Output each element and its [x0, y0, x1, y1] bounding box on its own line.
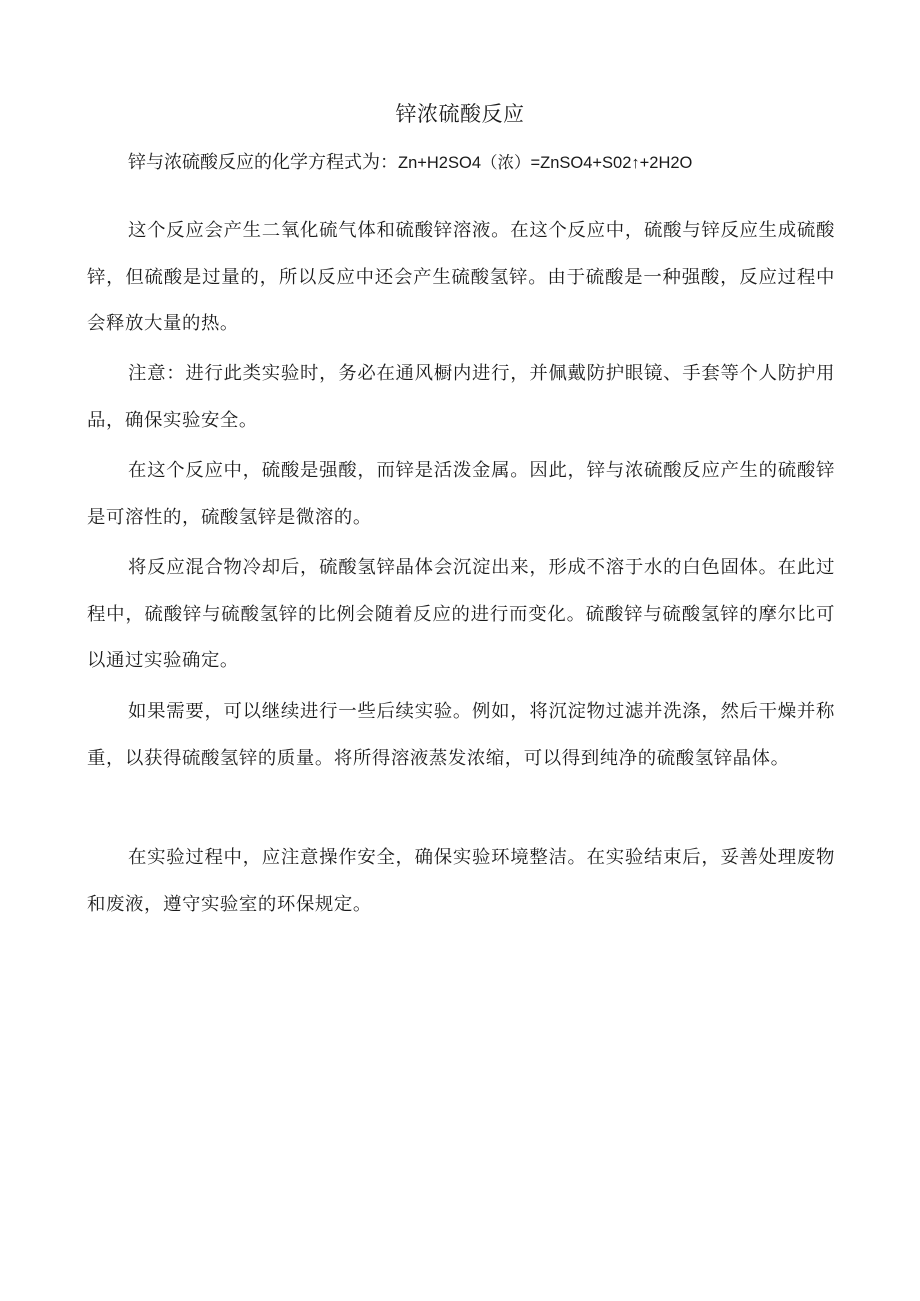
paragraph-follow-up-experiments: 如果需要，可以继续进行一些后续实验。例如，将沉淀物过滤并洗涤，然后干燥并称重，以获得硫酸氢锌的质量。将所得溶液蒸发浓缩，可以得到纯净的硫酸氢锌晶体。	[87, 701, 835, 769]
equation-line	[128, 148, 888, 178]
paragraph-solubility: 在这个反应中，硫酸是强酸，而锌是活泼金属。因此，锌与浓硫酸反应产生的硫酸锌是可溶性的，硫酸氢锌是微溶的。	[87, 460, 835, 528]
document-title: 锌浓硫酸反应	[395, 102, 525, 126]
paragraph-lab-conduct: 在实验过程中，应注意操作安全，确保实验环境整洁。在实验结束后，妥善处理废物和废液，遵守实验室的环保规定。	[87, 847, 835, 915]
paragraph-reaction-products: 这个反应会产生二氧化硫气体和硫酸锌溶液。在这个反应中，硫酸与锌反应生成硫酸锌，但硫酸是过量的，所以反应中还会产生硫酸氢锌。由于硫酸是一种强酸，反应过程中会释放大量的热。	[87, 220, 835, 335]
equation-prefix: 锌与浓硫酸反应的化学方程式为：	[128, 152, 398, 173]
paragraph-crystallization: 将反应混合物冷却后，硫酸氢锌晶体会沉淀出来，形成不溶于水的白色固体。在此过程中，硫酸锌与硫酸氢锌的比例会随着反应的进行而变化。硫酸锌与硫酸氢锌的摩尔比可以通过实验确定。	[87, 557, 835, 672]
chemical-formula: Zn+H2SO4（浓）=ZnSO4+S02↑+2H2O	[398, 154, 693, 172]
paragraph-safety-notice: 注意：进行此类实验时，务必在通风橱内进行，并佩戴防护眼镜、手套等个人防护用品，确保实验安全。	[87, 363, 835, 431]
